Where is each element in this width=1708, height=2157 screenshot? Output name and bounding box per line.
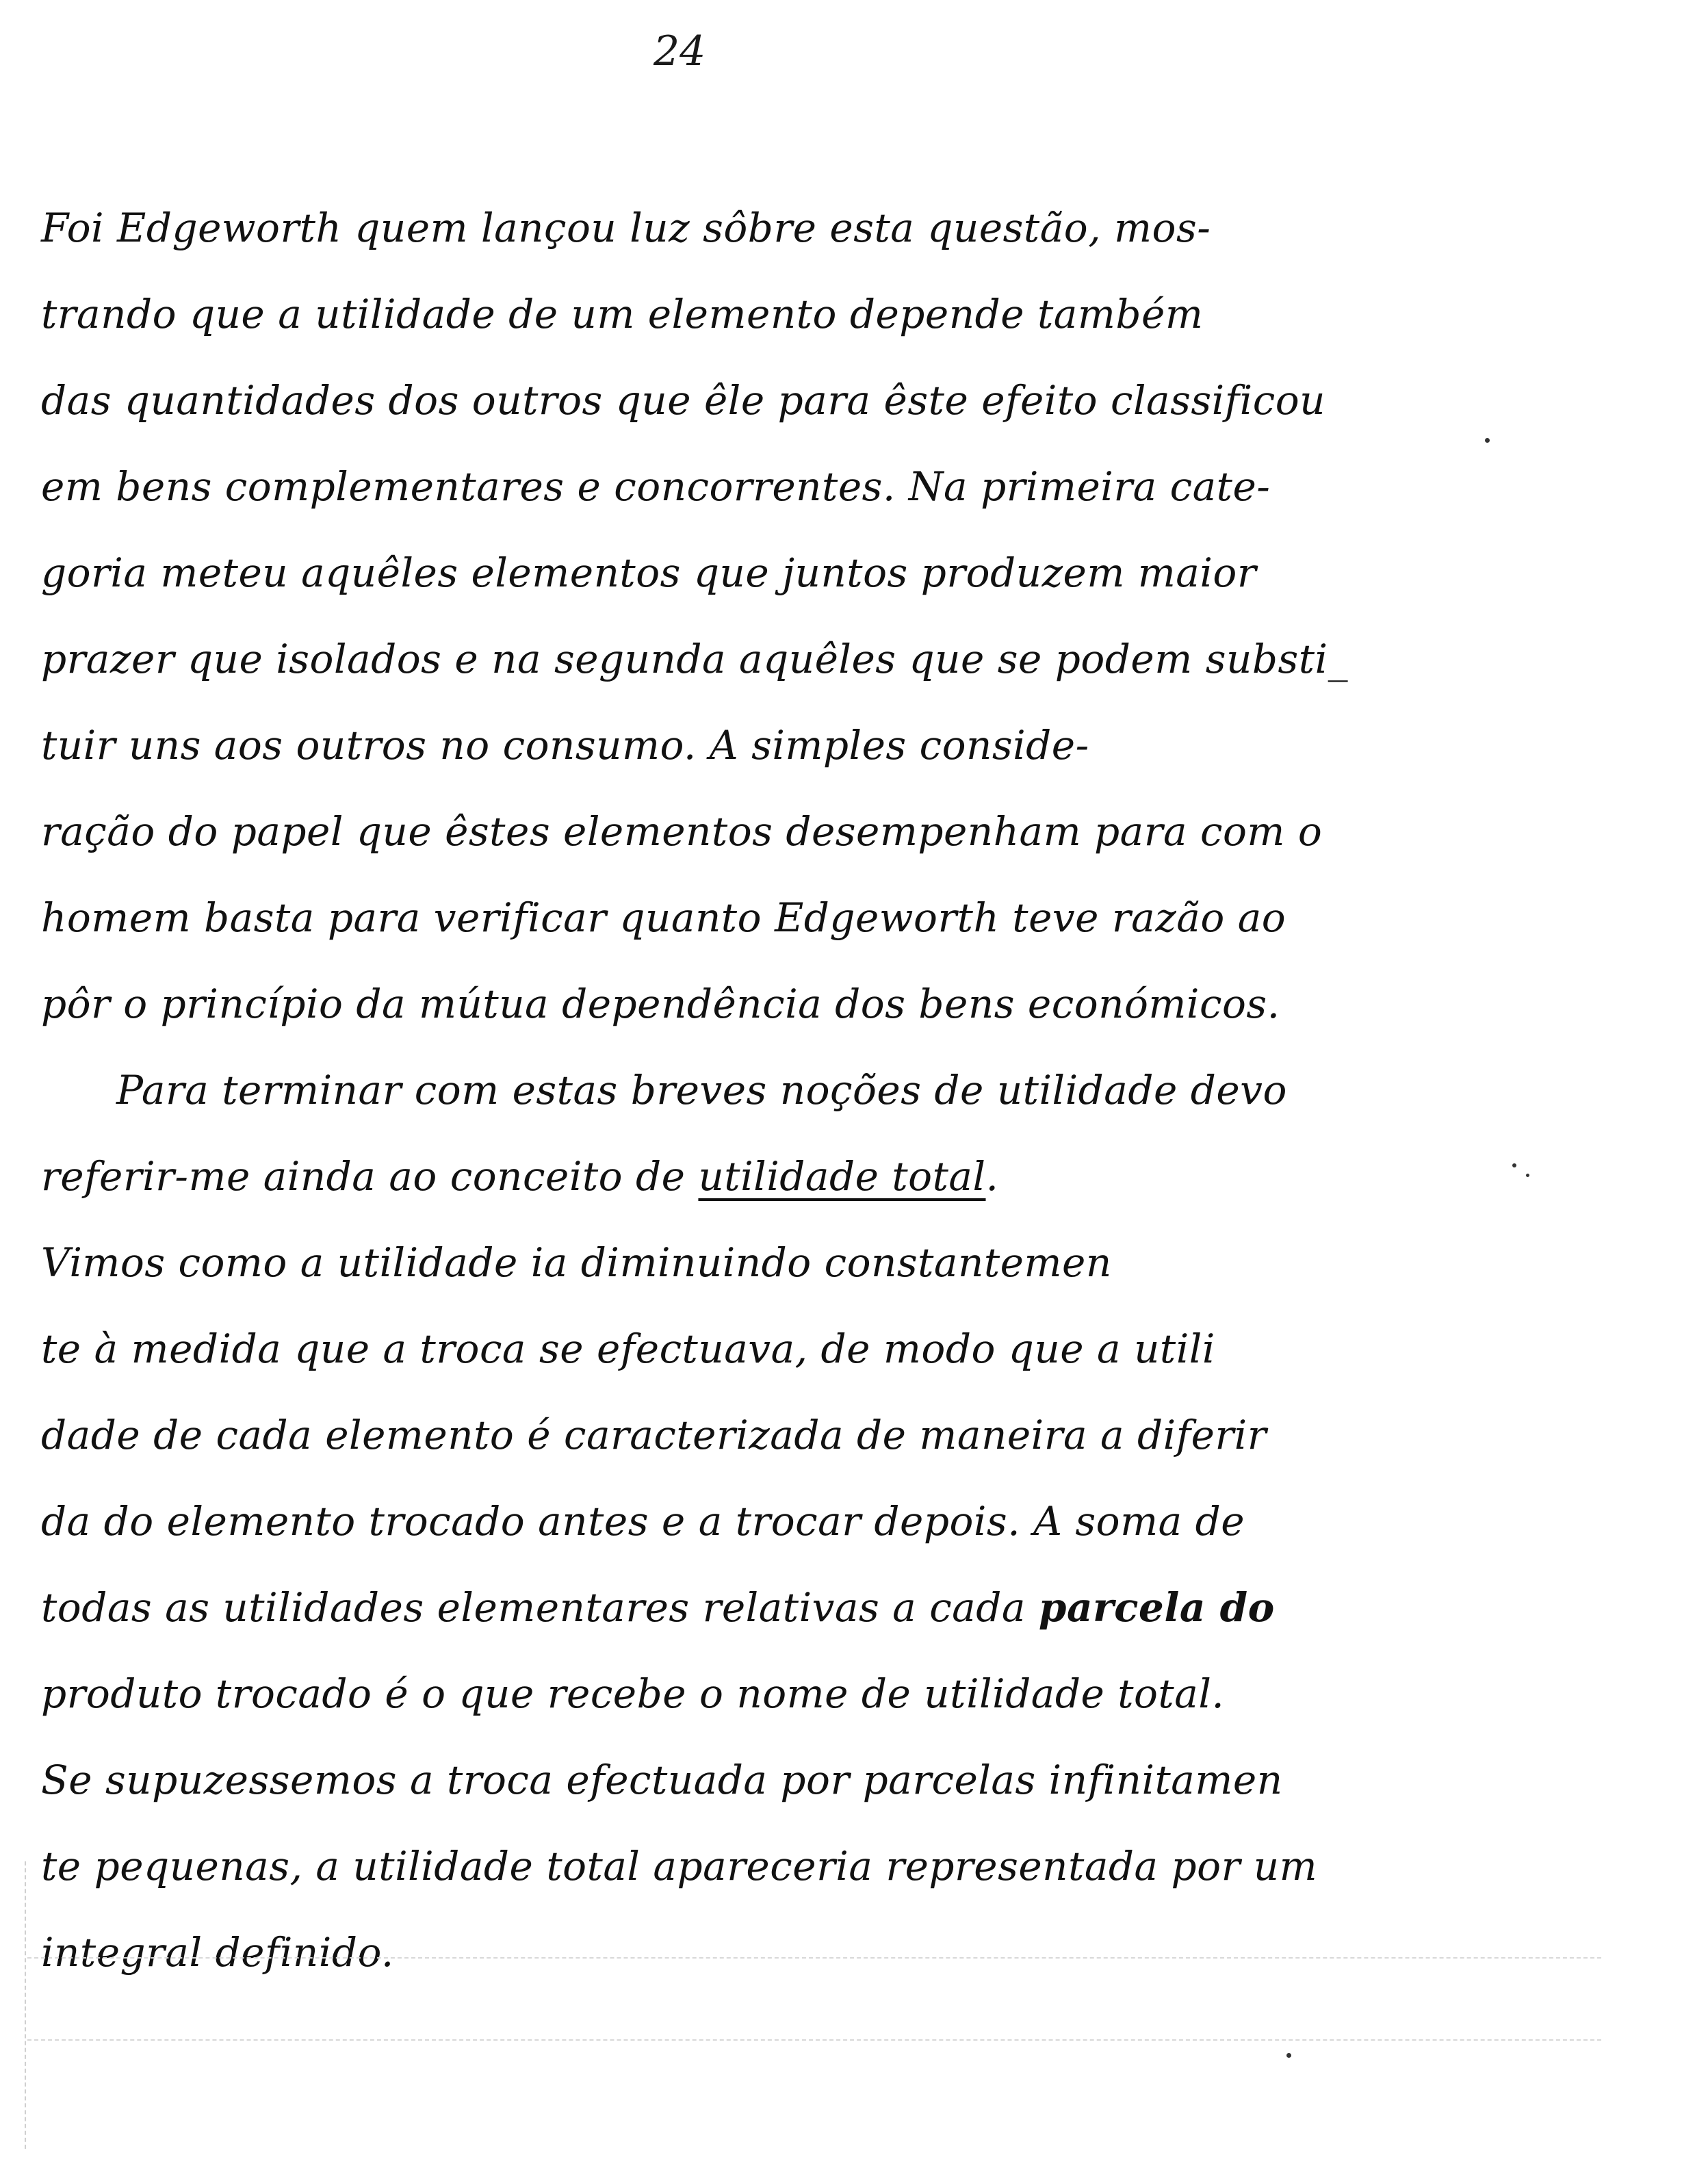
handwritten-text-body	[41, 185, 1444, 1995]
text-line: tuir uns aos outros no consumo. A simples conside-	[41, 722, 1089, 768]
underlined-term: utilidade total	[698, 1153, 986, 1200]
text-line: pôr o princípio da mútua dependência dos bens económicos.	[41, 981, 1280, 1027]
text-line: goria meteu aquêles elementos que juntos produzem maior	[41, 550, 1257, 596]
text-line: das quantidades dos outros que êle para êste efeito classificou	[41, 377, 1325, 424]
text-line: da do elemento trocado antes e a trocar depois. A soma de	[41, 1498, 1245, 1545]
text-line: Para terminar com estas breves noções de utilidade devo	[116, 1067, 1287, 1113]
text-line-with-term: referir-me ainda ao conceito de utilidade total.	[41, 1153, 999, 1200]
text-line: produto trocado é o que recebe o nome de utilidade total.	[41, 1670, 1225, 1717]
text-line: trando que a utilidade de um elemento depende também	[41, 291, 1204, 337]
scan-speck	[1485, 438, 1490, 443]
text-line: te à medida que a troca se efectuava, de modo que a utili	[41, 1326, 1215, 1372]
scan-ruling	[25, 1861, 26, 2149]
scan-ruling	[27, 1957, 1601, 1959]
text-line-part: referir-me ainda ao conceito de	[41, 1153, 686, 1200]
text-line: Se supuzessemos a troca efectuada por parcelas infinitamen	[41, 1757, 1283, 1803]
page-number: 24	[654, 27, 706, 75]
text-line: homem basta para verificar quanto Edgeworth teve razão ao	[41, 894, 1286, 941]
scan-speck	[1512, 1163, 1516, 1167]
text-line: dade de cada elemento é caracterizada de maneira a diferir	[41, 1412, 1267, 1458]
text-line: integral definido.	[41, 1929, 394, 1976]
text-line: ração do papel que êstes elementos desempenham para com o	[41, 808, 1323, 855]
text-line-part: todas as utilidades elementares relativas a cada	[41, 1584, 1026, 1631]
text-line: te pequenas, a utilidade total apareceria representada por um	[41, 1843, 1318, 1889]
text-line: Vimos como a utilidade ia diminuindo constantemen	[41, 1239, 1112, 1286]
scan-speck	[1526, 1174, 1529, 1177]
text-line: Foi Edgeworth quem lançou luz sôbre esta questão, mos-	[41, 205, 1211, 251]
text-line-with-term	[41, 1564, 1444, 1651]
bold-term: parcela do	[1038, 1584, 1275, 1631]
scan-speck	[1286, 2053, 1291, 2058]
text-line: prazer que isolados e na segunda aquêles que se podem substi_	[41, 636, 1349, 682]
text-line: em bens complementares e concorrentes. Na primeira cate-	[41, 463, 1271, 510]
scan-ruling	[27, 2039, 1601, 2041]
